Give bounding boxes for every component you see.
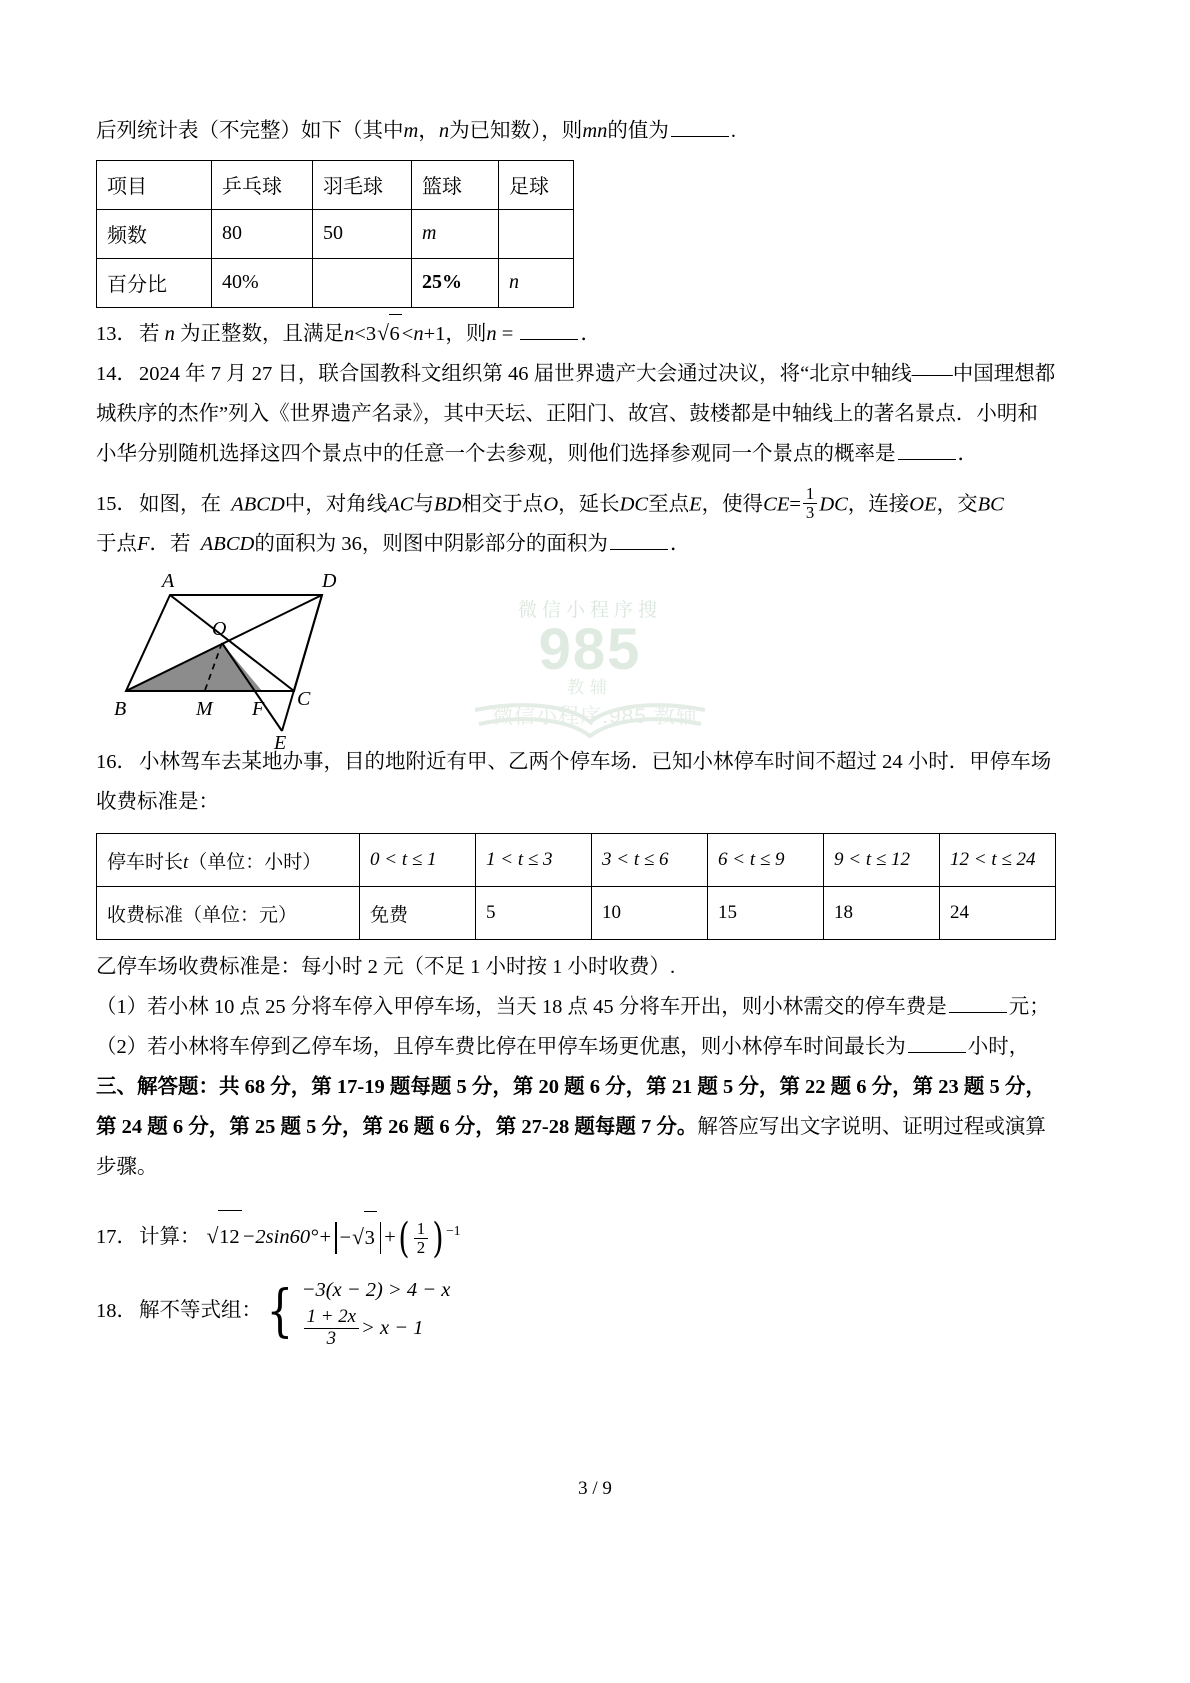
- stat-row-1-cell-3: [499, 209, 574, 258]
- stat-row-2-cell-3: n: [499, 258, 574, 307]
- question-16-sub1: [96, 988, 1096, 1028]
- q12-var-m: m: [403, 120, 419, 142]
- q16-sub1-unit: 元；: [1008, 996, 1050, 1019]
- q17-paren-group: [396, 1213, 446, 1262]
- q16-sub1-answer-blank[interactable]: [949, 993, 1007, 1013]
- park-range-0: 0 < t ≤ 1: [360, 834, 476, 887]
- q12-var-mn: mn: [582, 120, 608, 142]
- paren-right: ): [432, 1213, 444, 1262]
- question-17: [96, 1210, 1096, 1265]
- q13-var-n2: n: [486, 322, 497, 345]
- label-O: O: [212, 618, 227, 641]
- q15-number: 15．: [96, 493, 137, 516]
- q15-oe: OE: [909, 493, 937, 516]
- statistics-table: [96, 160, 574, 308]
- q13-answer-blank[interactable]: [520, 320, 578, 340]
- table-row: [97, 887, 1056, 940]
- q18-row2-rest: > x − 1: [361, 1317, 424, 1340]
- question-13: [96, 314, 1096, 355]
- table-row: [97, 834, 1056, 887]
- parallelogram-diagram: [104, 570, 434, 755]
- q15-s4: 相交于点: [461, 493, 544, 516]
- stat-row-1-label: 频数: [97, 209, 212, 258]
- q16-line1: 小林驾车去某地办事，目的地附近有甲、乙两个停车场．已知小林停车时间不超过 24 小时．甲停车场: [139, 751, 1052, 774]
- q17-sqrt-3: [352, 1211, 377, 1265]
- q14-answer-blank[interactable]: [898, 439, 956, 459]
- q15-s13: ．: [669, 533, 691, 556]
- q17-plus: +: [384, 1225, 396, 1248]
- q15-bc: BC: [977, 493, 1004, 516]
- q18-number: 18．: [96, 1299, 137, 1322]
- q13-number: 13．: [96, 322, 137, 345]
- park-fee-2: 10: [592, 887, 708, 940]
- stat-row-0-cell-2: 篮球: [412, 160, 499, 209]
- q17-minus-sin: −2sin60°+: [241, 1225, 333, 1248]
- q18-fraction: [304, 1307, 359, 1349]
- park-fee-3: 15: [708, 887, 824, 940]
- stat-row-2-label: 百分比: [97, 258, 212, 307]
- stat-row-0-cell-0: 乒乓球: [212, 160, 313, 209]
- park-fee-5: 24: [940, 887, 1056, 940]
- section-3-line1: 三、解答题：共 68 分，第 17-19 题每题 5 分，第 20 题 6 分，第 21 题 5 分，第 22 题 6 分，第 23 题 5 分，: [96, 1076, 1046, 1099]
- stat-row-2-cell-0: 40%: [212, 258, 313, 307]
- q15-s12: 的面积为 36，则图中阴影部分的面积为: [254, 533, 608, 556]
- brace-icon: {: [266, 1279, 294, 1345]
- q13-period: ．: [580, 322, 601, 345]
- section-3-line2-bold: 第 24 题 6 分，第 25 题 5 分，第 26 题 6 分，第 27-28 题每题 7 分。: [96, 1116, 698, 1139]
- watermark-top-text: 微信小程序搜: [517, 600, 662, 621]
- q17-fraction: [414, 1220, 428, 1257]
- q15-s3: 与: [413, 493, 434, 516]
- q13-part3: ，则: [445, 322, 487, 345]
- q17-radicand-3: 3: [364, 1211, 377, 1265]
- stat-row-0-cell-3: 足球: [499, 160, 574, 209]
- q18-frac-num: 1 + 2x: [306, 1306, 357, 1328]
- q15-answer-blank[interactable]: [610, 530, 668, 550]
- q13-part2: 为正整数，且满足: [180, 322, 344, 345]
- q15-abcd1: ABCD: [231, 493, 285, 516]
- q15-e: E: [689, 493, 702, 516]
- segment-dce: [282, 595, 322, 731]
- q15-f: F: [137, 533, 150, 556]
- table-row: [97, 209, 574, 258]
- park-fee-0: 免费: [360, 887, 476, 940]
- paren-left: (: [398, 1213, 410, 1262]
- park-row1-label-unit: （单位：小时）: [188, 851, 322, 873]
- q13-plus: +1: [423, 322, 446, 345]
- stat-row-2-cell-2: 25%: [412, 258, 499, 307]
- question-14-line3: [96, 435, 1096, 475]
- q12-var-n: n: [438, 120, 450, 142]
- abs-bar-left: [335, 1222, 336, 1254]
- q14-period: ．: [957, 442, 978, 465]
- watermark-caption: 微信小程序:985 教辅: [492, 705, 698, 728]
- q17-frac-num: 1: [416, 1218, 426, 1238]
- section-3-line2: [96, 1108, 1096, 1148]
- q12-text-mid: 为已知数），则: [449, 120, 583, 142]
- q15-dc: DC: [619, 493, 649, 516]
- q13-part1: 若: [139, 322, 160, 345]
- stat-row-2-cell-1: [313, 258, 412, 307]
- stat-row-0-label: 项目: [97, 160, 212, 209]
- q15-s2: 中，对角线: [284, 493, 388, 516]
- label-C: C: [297, 688, 311, 711]
- q18-system: [262, 1275, 450, 1348]
- q16-sub2-unit: 小时，: [967, 1036, 1030, 1059]
- q15-s1: 如图，在: [139, 493, 221, 516]
- q16-sub2-answer-blank[interactable]: [908, 1033, 966, 1053]
- q13-var-n: n: [164, 322, 175, 345]
- q16-sub2-text: （2）若小林将车停到乙停车场，且停车费比停在甲停车场更优惠，则小林停车时间最长为: [96, 1036, 906, 1059]
- q17-abs-minus: −: [339, 1226, 352, 1249]
- q14-number: 14．: [96, 362, 137, 385]
- q13-radicand: 6: [389, 314, 402, 355]
- table-row: [97, 160, 574, 209]
- parking-fee-table: [96, 833, 1056, 940]
- q12-text-before: 后列统计表（不完整）如下（其中: [96, 120, 404, 142]
- q15-frac-den: 3: [803, 503, 817, 522]
- park-range-2: 3 < t ≤ 6: [592, 834, 708, 887]
- q15-s9: ，交: [936, 493, 978, 516]
- q12-period: .: [730, 120, 736, 142]
- park-range-4: 9 < t ≤ 12: [824, 834, 940, 887]
- q12-text-after: 的值为: [607, 120, 669, 142]
- q13-expr-a: n: [344, 322, 355, 345]
- label-B: B: [114, 698, 127, 721]
- section-3-line3: 步骤。: [96, 1156, 158, 1178]
- q15-frac-num: 1: [805, 483, 815, 503]
- q13-lt1: <: [354, 322, 366, 345]
- q15-ac: AC: [387, 493, 414, 516]
- question-16-note: 乙停车场收费标准是：每小时 2 元（不足 1 小时按 1 小时收费）.: [96, 956, 676, 979]
- label-D: D: [322, 570, 337, 593]
- q12-answer-blank[interactable]: [671, 117, 729, 137]
- stat-row-1-cell-2: m: [412, 209, 499, 258]
- label-A: A: [162, 570, 175, 593]
- park-range-5: 12 < t ≤ 24: [940, 834, 1056, 887]
- park-range-1: 1 < t ≤ 3: [476, 834, 592, 887]
- q17-number: 17．: [96, 1225, 137, 1248]
- q15-s8: ，连接: [847, 493, 910, 516]
- question-15-line1: [96, 485, 1096, 525]
- q15-s10: 于点: [96, 533, 137, 556]
- q15-eq: =: [789, 493, 801, 516]
- q13-lt2: <: [401, 322, 414, 345]
- question-12-text: [96, 112, 1096, 152]
- table-row: [97, 258, 574, 307]
- q14-line3-text: 小华分别随机选择这四个景点中的任意一个去参观，则他们选择参观同一个景点的概率是: [96, 442, 896, 465]
- q15-ce: CE: [763, 493, 790, 516]
- section-3-line2-rest: 解答应写出文字说明、证明过程或演算: [697, 1116, 1046, 1139]
- question-15-figure: [96, 570, 1096, 755]
- q17-label: 计算：: [139, 1225, 201, 1248]
- q15-s7: ，使得: [701, 493, 764, 516]
- q17-radicand-12: 12: [218, 1210, 242, 1264]
- question-15-line2: [96, 525, 1096, 565]
- park-row1-label-var: t: [183, 851, 189, 873]
- q18-label: 解不等式组：: [139, 1299, 262, 1322]
- q15-abcd2: ABCD: [200, 533, 255, 556]
- question-14-line2: 城秩序的杰作”列入《世界遗产名录》，其中天坛、正阳门、故宫、鼓楼都是中轴线上的著名景点．小明和: [96, 402, 1038, 425]
- park-fee-1: 5: [476, 887, 592, 940]
- q16-number: 16．: [96, 751, 137, 774]
- question-18: [96, 1275, 1096, 1348]
- question-16-sub2: [96, 1028, 1096, 1068]
- park-range-3: 6 < t ≤ 9: [708, 834, 824, 887]
- q15-o: O: [543, 493, 559, 516]
- q18-row1: −3(x − 2) > 4 − x: [301, 1279, 451, 1302]
- label-E: E: [274, 732, 287, 755]
- q13-coef: 3: [365, 322, 377, 345]
- q15-s6: 至点: [648, 493, 690, 516]
- watermark-sub-text: 教辅: [567, 678, 613, 698]
- question-16-line1: [96, 743, 1096, 783]
- q15-fraction: [803, 485, 817, 522]
- question-16-line2: 收费标准是：: [96, 791, 219, 814]
- page-number: 3 / 9: [578, 1478, 612, 1499]
- q13-sqrt: [377, 314, 402, 355]
- park-row2-label: 收费标准（单位：元）: [97, 887, 360, 940]
- park-row1-label-text: 停车时长: [107, 851, 184, 873]
- question-14-line1: [96, 355, 1096, 395]
- q17-absolute-value: [332, 1211, 384, 1265]
- stat-row-1-cell-1: 50: [313, 209, 412, 258]
- label-M: M: [196, 698, 213, 721]
- q14-line1: 2024 年 7 月 27 日，联合国教科文组织第 46 届世界遗产大会通过决议，将“北京中轴线——中国理想都: [139, 362, 1056, 385]
- watermark-number: 985: [538, 617, 642, 682]
- park-row1-label: [97, 834, 360, 887]
- label-F: F: [252, 698, 265, 721]
- q18-frac-den: 3: [304, 1328, 359, 1349]
- stat-row-1-cell-0: 80: [212, 209, 313, 258]
- q13-expr-b: n: [413, 322, 424, 345]
- stat-row-0-cell-1: 羽毛球: [313, 160, 412, 209]
- q15-dc2: DC: [819, 493, 848, 516]
- q16-sub1-text: （1）若小林 10 点 25 分将车停入甲停车场，当天 18 点 45 分将车开出，则小林需交的停车费是: [96, 996, 947, 1019]
- q12-comma: ，: [418, 120, 439, 142]
- q17-frac-den: 2: [414, 1238, 428, 1257]
- page-content: [96, 112, 1096, 1349]
- q15-s11: ．若: [149, 533, 191, 556]
- q18-rows: [302, 1275, 451, 1348]
- abs-bar-right: [380, 1222, 381, 1254]
- park-fee-4: 18: [824, 887, 940, 940]
- q15-s5: ，延长: [558, 493, 620, 516]
- q18-row2: [302, 1307, 451, 1349]
- q15-bd: BD: [433, 493, 462, 516]
- q13-equals: =: [501, 322, 514, 345]
- q17-sqrt-12: [207, 1210, 242, 1264]
- q17-exponent: −1: [446, 1223, 461, 1239]
